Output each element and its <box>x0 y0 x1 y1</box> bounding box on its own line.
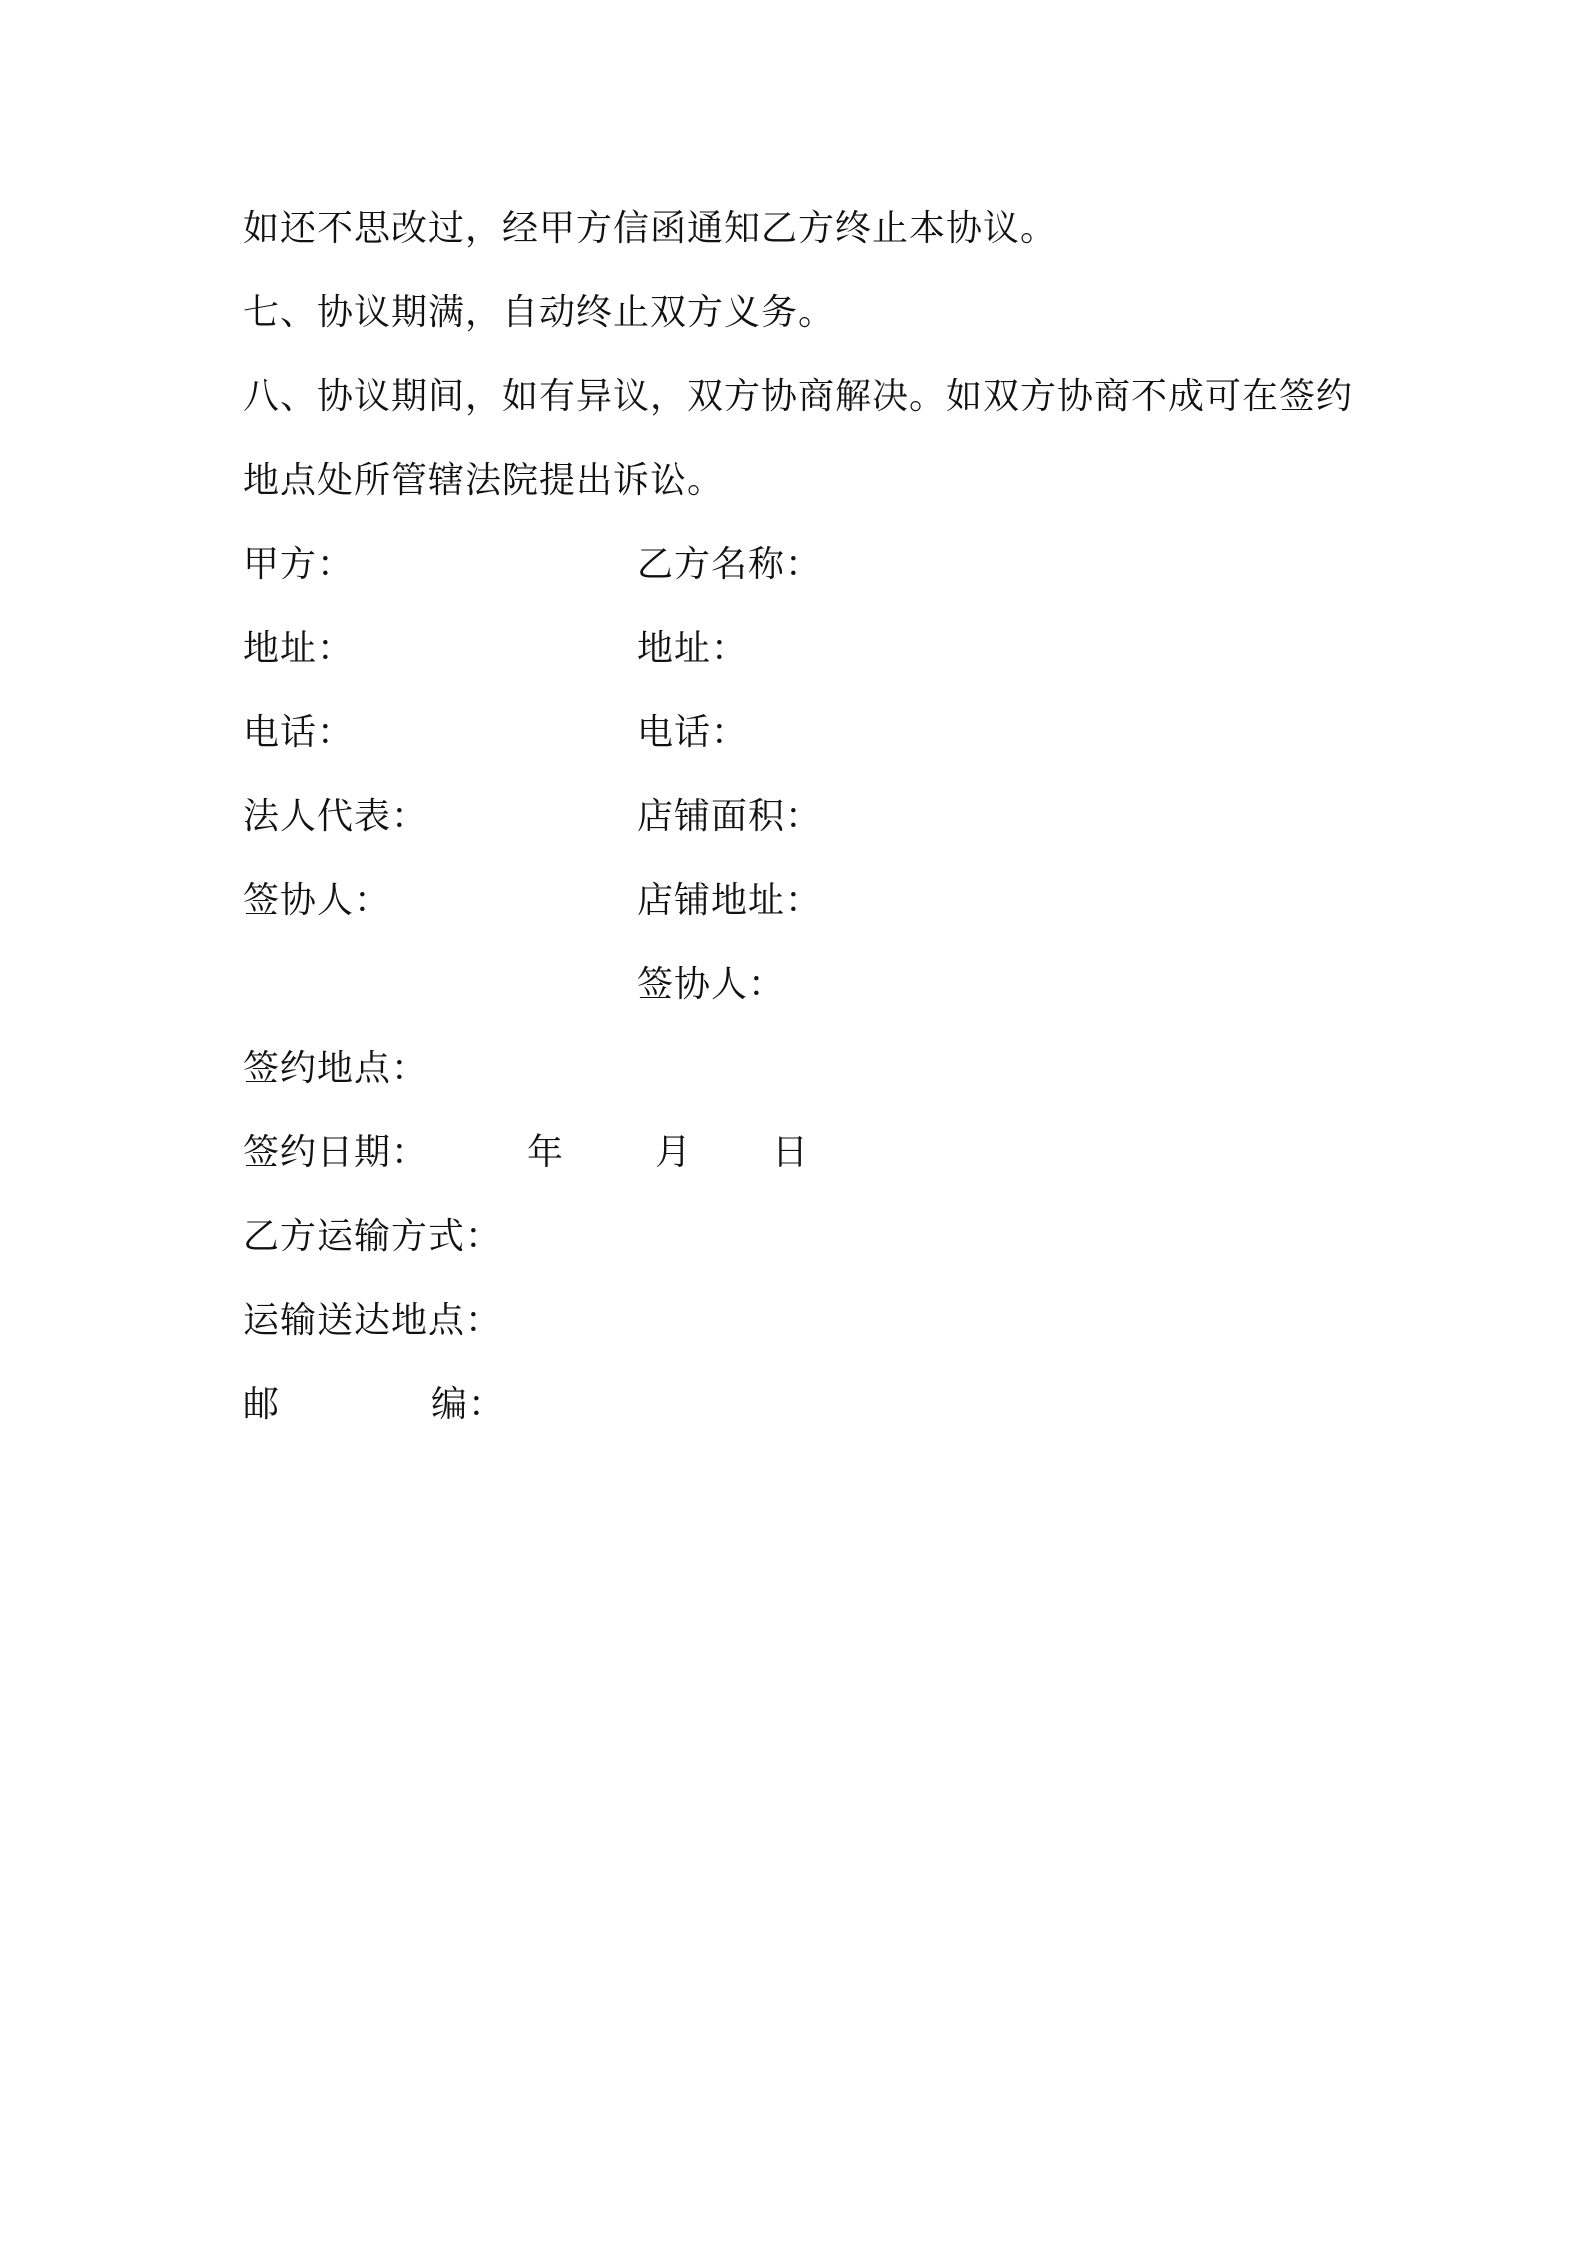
party-b-phone-label: 电话： <box>637 712 749 753</box>
signing-date-year: 年 <box>527 1132 565 1173</box>
party-a-legal-rep-label: 法人代表： <box>243 796 429 837</box>
party-b-signer-label: 签协人： <box>637 964 786 1005</box>
postcode-label-part2: 编： <box>431 1384 506 1425</box>
party-a-address-label: 地址： <box>243 628 355 669</box>
signing-date-label: 签约日期： <box>243 1132 429 1173</box>
party-b-address-label: 地址： <box>637 628 749 669</box>
clause-eight-continued: 地点处所管辖法院提出诉讼。 <box>243 460 725 501</box>
party-b-store-area-label: 店铺面积： <box>637 796 823 837</box>
signing-date-day: 日 <box>772 1132 810 1173</box>
signing-place-label: 签约地点： <box>243 1048 429 1089</box>
paragraph-termination: 如还不思改过，经甲方信函通知乙方终止本协议。 <box>243 208 1058 249</box>
party-b-name-label: 乙方名称： <box>637 544 823 585</box>
delivery-place-label: 运输送达地点： <box>243 1300 503 1341</box>
party-a-phone-label: 电话： <box>243 712 355 753</box>
transport-method-label: 乙方运输方式： <box>243 1216 503 1257</box>
clause-seven: 七、协议期满，自动终止双方义务。 <box>243 292 836 333</box>
clause-eight: 八、协议期间，如有异议，双方协商解决。如双方协商不成可在签约 <box>243 376 1354 417</box>
party-a-signer-label: 签协人： <box>243 880 392 921</box>
party-a-name-label: 甲方： <box>243 544 355 585</box>
party-b-store-address-label: 店铺地址： <box>637 880 823 921</box>
postcode-label-part1: 邮 <box>243 1384 281 1425</box>
signing-date-month: 月 <box>655 1132 693 1173</box>
